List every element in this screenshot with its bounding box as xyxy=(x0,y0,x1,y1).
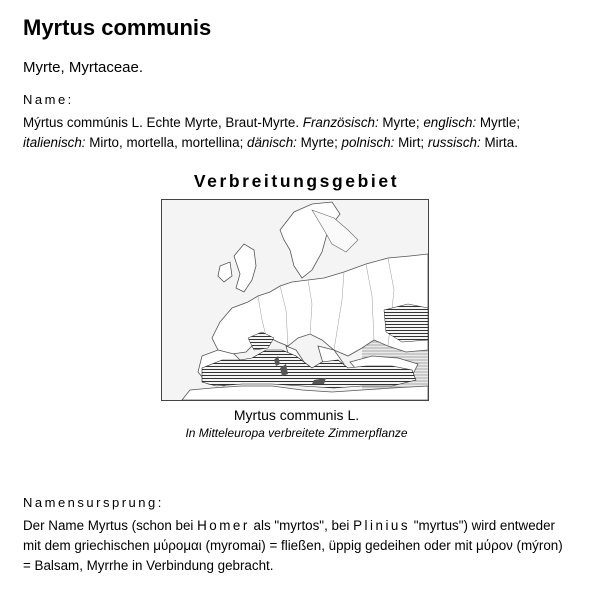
language-label: dänisch: xyxy=(247,135,297,150)
page-title: Myrtus communis xyxy=(23,15,212,40)
origin-text: als "myrtos", bei xyxy=(249,518,354,533)
name-text: Mýrtus commúnis L. Echte Myrte, Braut-Myrte. xyxy=(23,115,303,130)
name-text: Myrte; xyxy=(296,135,342,150)
name-paragraph xyxy=(23,113,571,153)
language-label: russisch: xyxy=(427,135,481,150)
origin-paragraph xyxy=(23,516,571,576)
language-label: italienisch: xyxy=(23,135,86,150)
page-subtitle: Myrte, Myrtaceae. xyxy=(23,59,144,76)
origin-section-label: Namensursprung: xyxy=(23,495,164,510)
map-subcaption: In Mitteleuropa verbreitete Zimmerpflanze xyxy=(185,426,408,440)
author-name: Homer xyxy=(197,518,250,533)
language-label: polnisch: xyxy=(341,135,395,150)
name-text: Mirta. xyxy=(480,135,518,150)
origin-text: "myrtus") wird entweder mit dem griechischen μύρομαι (myromai) = fließen, üppig gedeihen oder mit μύρον (mýron) = Balsam, Myrrhe in Verbindung gebracht. xyxy=(23,518,563,573)
origin-text: Der Name Myrtus (schon bei xyxy=(23,518,198,533)
distribution-map xyxy=(161,199,429,401)
distribution-title: Verbreitungsgebiet xyxy=(193,171,400,191)
author-name: Plinius xyxy=(353,518,411,533)
map-caption: Myrtus communis L. xyxy=(233,407,360,423)
name-text: Myrtle; xyxy=(476,115,521,130)
language-label: Französisch: xyxy=(302,115,379,130)
name-section-label: Name: xyxy=(23,92,74,107)
name-text: Myrte; xyxy=(378,115,424,130)
name-text: Mirt; xyxy=(394,135,428,150)
europe-map-image xyxy=(162,200,428,400)
name-text: Mirto, mortella, mortellina; xyxy=(85,135,248,150)
language-label: englisch: xyxy=(423,115,477,130)
